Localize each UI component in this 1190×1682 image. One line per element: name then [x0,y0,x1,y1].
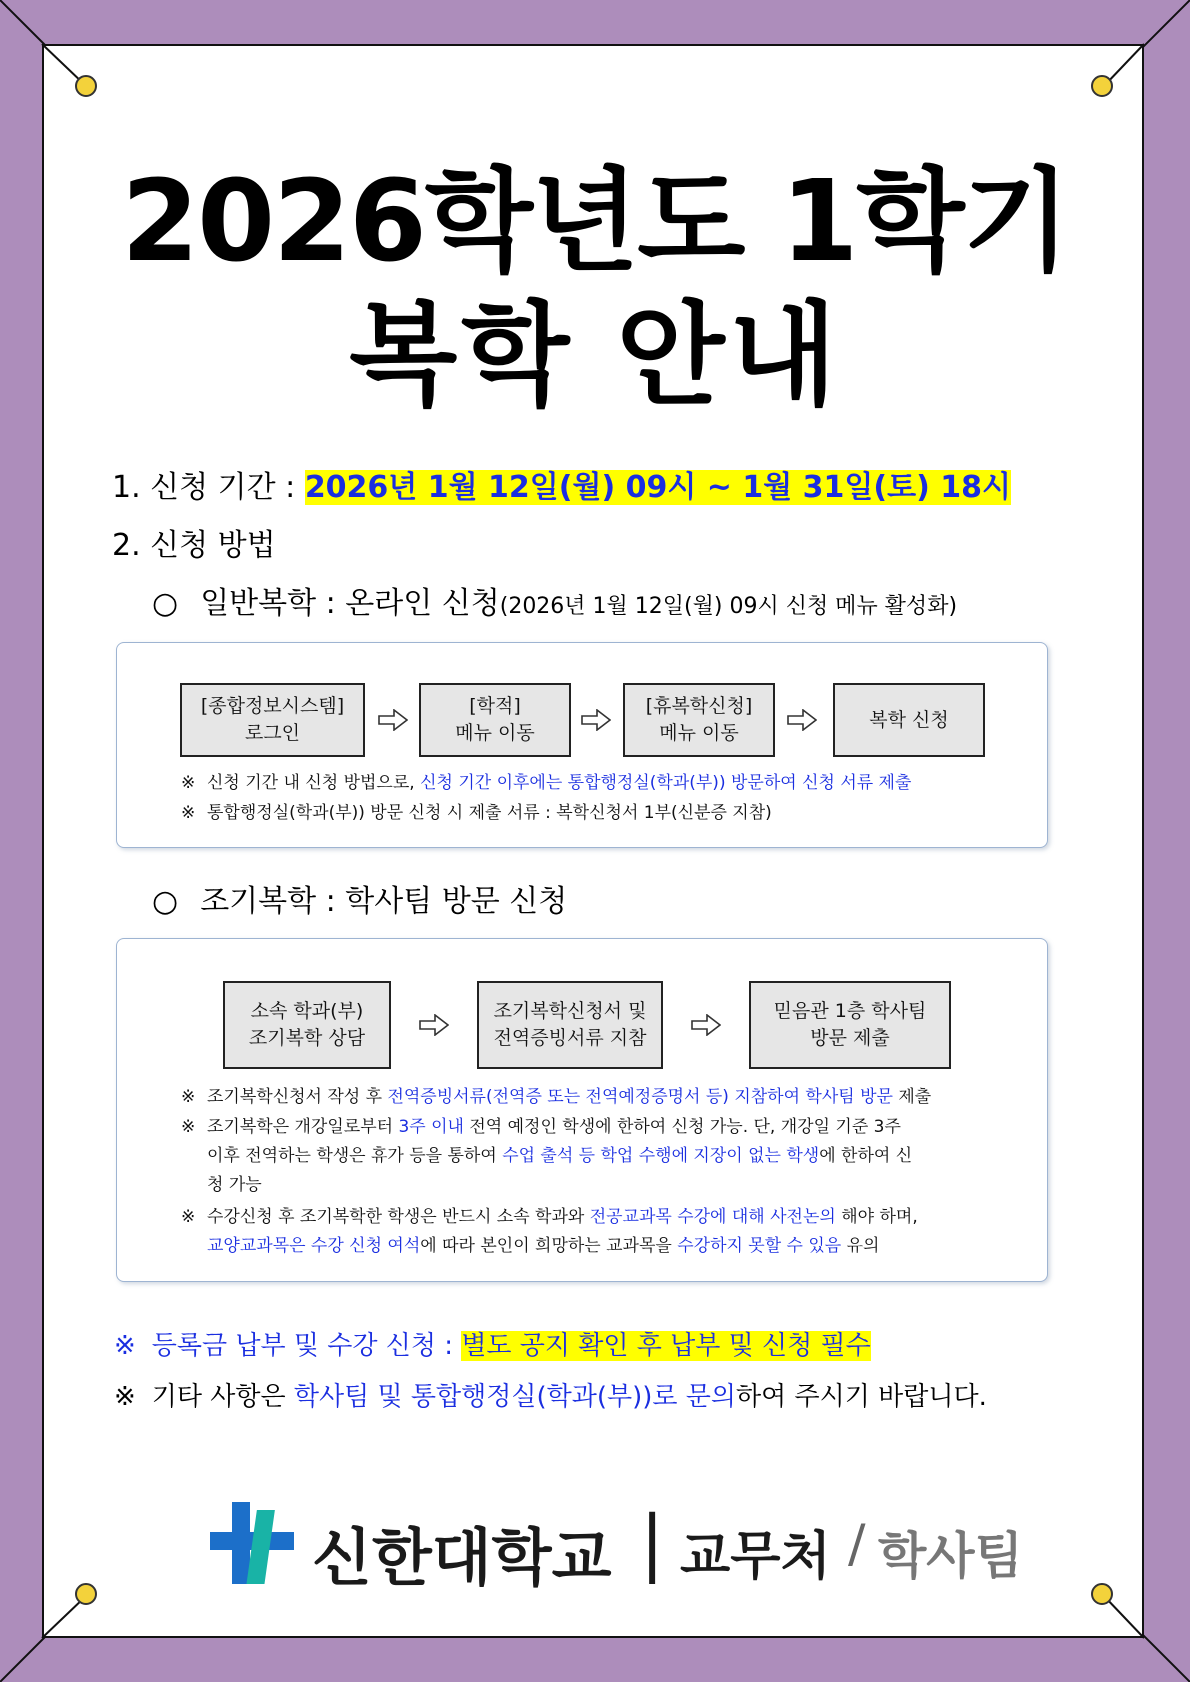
note-emphasis: 학사팀 및 통합행정실(학과(부))로 문의 [293,1382,737,1412]
application-period-row [112,462,1011,506]
note-emphasis: 전역증빙서류(전역증 또는 전역예정증명서 등) 지참하여 학사팀 방문 [387,1087,893,1107]
note-text: 조기복학은 개강일로부터 [207,1117,399,1137]
note-highlight: 별도 공지 확인 후 납부 및 신청 필수 [461,1331,871,1361]
general-heading-row [152,578,957,622]
university-logo-icon [210,1502,294,1584]
early-step-1 [223,981,391,1069]
step-line: 믿음관 1층 학사팀 [773,1000,927,1022]
general-step-3 [623,683,775,757]
note-emphasis: 수강하지 못할 수 있음 [677,1236,842,1256]
step-line: 복학 신청 [869,708,949,731]
general-step-4 [833,683,985,757]
title-line-1: 2026학년도 1학기 [121,157,1069,287]
arrow-right-icon [787,709,817,731]
title-line-2: 복학 안내 [349,291,841,421]
note-text: 이후 전역하는 학생은 휴가 등을 통하여 [207,1146,503,1166]
step-line: 조기복학신청서 및 [493,1000,647,1022]
step-line: 메뉴 이동 [659,722,739,744]
reference-mark: ※ [114,1331,136,1361]
step-line: 방문 제출 [810,1027,890,1049]
general-step-2 [419,683,571,757]
step-line: 소속 학과(부) [250,1000,364,1022]
general-heading: 일반복학 : 온라인 신청 [200,586,500,621]
step-line: 조기복학 상담 [248,1027,366,1049]
note-text: 에 한하여 신 [819,1146,913,1166]
note-text: 신청 기간 내 신청 방법으로, [207,773,421,793]
early-note-1 [181,1083,931,1112]
general-step-1 [180,683,365,757]
step-line: 메뉴 이동 [455,722,535,744]
early-bullet: ○ [152,884,179,919]
step-line: [학적] [469,695,521,717]
note-text: 전역 예정인 학생에 한하여 신청 가능. 단, 개강일 기준 3주 [463,1117,901,1137]
arrow-right-icon [378,709,408,731]
early-heading-row [152,876,567,920]
general-process-box [116,642,1048,848]
note-text: 제출 [892,1087,932,1107]
logo-university-name: 신한대학교 [312,1521,612,1594]
general-bullet: ○ [152,586,179,621]
general-note-1 [181,769,911,798]
note-emphasis: 신청 기간 이후에는 통합행정실(학과(부)) 방문하여 신청 서류 제출 [420,773,912,793]
logo-team-name: 학사팀 [878,1527,1023,1585]
note-text: 청 가능 [207,1175,262,1195]
period-value: 2026년 1월 12일(월) 09시 ~ 1월 31일(토) 18시 [304,470,1011,505]
early-note-2 [181,1113,912,1200]
arrow-right-icon [419,1014,449,1036]
step-line: [휴복학신청] [645,695,753,717]
note-text: 기타 사항은 [151,1382,294,1412]
early-step-2 [477,981,663,1069]
step-line: 전역증빙서류 지참 [493,1027,647,1049]
note-text: 조기복학신청서 작성 후 [207,1087,388,1107]
note-emphasis: 교양교과목은 수강 신청 여석 [207,1236,421,1256]
note-text: 해야 하며, [835,1207,918,1227]
early-heading: 조기복학 : 학사팀 방문 신청 [200,884,568,919]
grommet-top-left [75,75,97,97]
application-method-heading: 2. 신청 방법 [112,528,276,563]
grommet-top-right [1091,75,1113,97]
grommet-bottom-right [1091,1583,1113,1605]
logo-office-name: 교무처 [680,1527,831,1587]
general-note-2 [181,799,772,828]
reference-mark: ※ [114,1382,136,1412]
period-label: 1. 신청 기간 : [112,470,296,505]
note-text: 유의 [841,1236,880,1256]
early-process-box [116,938,1048,1282]
step-line: 로그인 [244,722,301,744]
note-emphasis: 수업 출석 등 학업 수행에 지장이 없는 학생 [502,1146,820,1166]
step-line: [종합정보시스템] [200,695,345,717]
reference-mark: ※ [181,1117,196,1137]
early-note-3 [181,1203,918,1261]
reference-mark: ※ [181,1207,196,1227]
note-text: 등록금 납부 및 수강 신청 : [151,1331,462,1361]
grommet-bottom-left [75,1583,97,1605]
tuition-note [114,1325,871,1362]
inquiry-note [114,1376,987,1413]
logo-slash: / [848,1514,866,1574]
note-text: 에 따라 본인이 희망하는 교과목을 [420,1236,678,1256]
logo-divider: | [640,1500,665,1584]
note-text: 통합행정실(학과(부)) 방문 신청 시 제출 서류 : 복학신청서 1부(신분증 지참) [207,803,772,823]
general-subnote: (2026년 1월 12일(월) 09시 신청 메뉴 활성화) [499,594,958,619]
reference-mark: ※ [181,1087,196,1107]
note-text: 하여 주시기 바랍니다. [736,1382,987,1412]
note-text: 수강신청 후 조기복학한 학생은 반드시 소속 학과와 [207,1207,590,1227]
arrow-right-icon [581,709,611,731]
early-step-3 [749,981,951,1069]
reference-mark: ※ [181,803,196,823]
note-emphasis: 3주 이내 [398,1117,464,1137]
reference-mark: ※ [181,773,196,793]
note-emphasis: 전공교과목 수강에 대해 사전논의 [589,1207,836,1227]
arrow-right-icon [691,1014,721,1036]
